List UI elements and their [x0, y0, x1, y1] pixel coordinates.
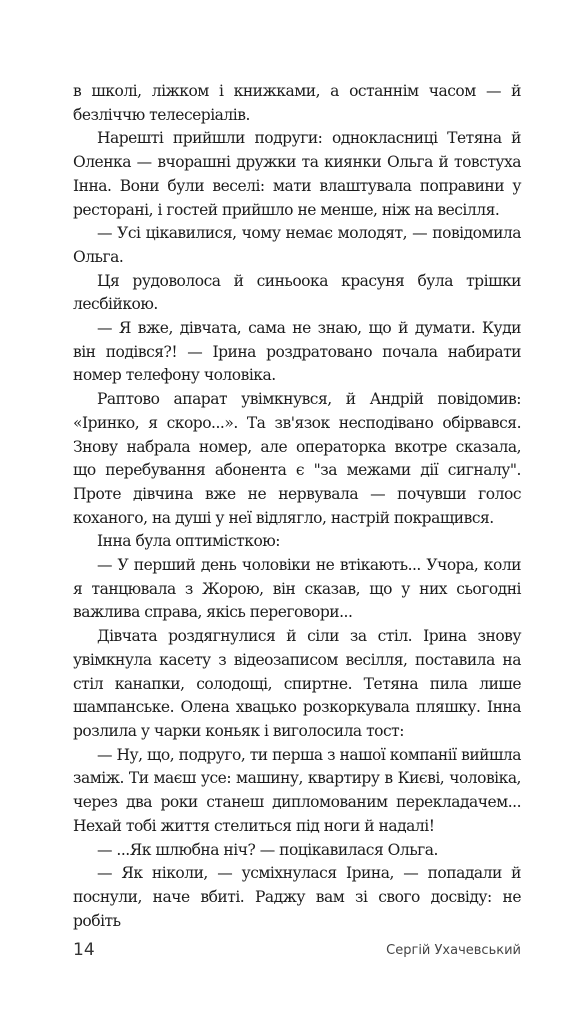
- page-footer: [73, 940, 521, 964]
- paragraph-dialogue: — Як ніколи, — усміхнулася Ірина, — попадали й поснули, наче вбиті. Раджу вам зі свого досвіду: не робіть: [73, 864, 521, 930]
- paragraph: Ця рудоволоса й синьоока красуня була трішки лесбійкою.: [73, 271, 521, 314]
- paragraph: Нарешті прийшли подруги: однокласниці Тетяна й Оленка — вчорашні дружки та киянки Ольга й товстуха Інна. Вони були веселі: мати влаштувала поправини у ресторані, і гостей прийшло не менше, ніж на весілля.: [73, 129, 521, 219]
- paragraph: Дівчата роздягнулися й сіли за стіл. Ірина знову увімкнула касету з відеозаписом весілля, поставила на стіл канапки, солодощі, спиртне. Тетяна пила лише шампанське. Олена хвацько розкоркувала пляшку. Інна розлила у чарки коньяк і виголосила тост:: [73, 627, 521, 740]
- paragraph: Раптово апарат увімкнувся, й Андрій повідомив: «Іринко, я скоро...». Та зв'язок несподівано обірвався. Знову набрала номер, але операторка вкотре сказала, що перебування абонента є "за межами дії сигналу". Проте дівчина вже не нервувала — почувши голос коханого, на душі у неї відлягло, настрій покращився.: [73, 390, 521, 527]
- paragraph-dialogue: — Ну, що, подруго, ти перша з нашої компанії вийшла заміж. Ти маєш усе: машину, квартиру в Києві, чоловіка, через два роки станеш дипломованим перекладачем... Нехай тобі життя стелиться під ноги й надалі!: [73, 745, 521, 835]
- running-author: Сергій Ухачевський: [386, 943, 521, 958]
- paragraph-dialogue: — Усі цікавилися, чому немає молодят, — повідомила Ольга.: [73, 224, 521, 266]
- paragraph-dialogue: — ...Як шлюбна ніч? — поцікавилася Ольга.: [97, 840, 438, 859]
- paragraph: Інна була оптимісткою:: [97, 532, 280, 551]
- paragraph-dialogue: — Я вже, дівчата, сама не знаю, що й думати. Куди він подівся?! — Ірина роздратовано почала набирати номер телефону чоловіка.: [73, 319, 521, 385]
- paragraph-continuation: в школі, ліжком і книжками, а останнім часом — й безліччю телесеріалів.: [73, 82, 521, 124]
- paragraph-dialogue: — У перший день чоловіки не втікають... Учора, коли я танцювала з Жорою, він сказав, що у них сьогодні важлива справа, якісь переговори...: [73, 556, 521, 622]
- page-number: 14: [73, 940, 95, 960]
- page-body-text: [73, 80, 521, 933]
